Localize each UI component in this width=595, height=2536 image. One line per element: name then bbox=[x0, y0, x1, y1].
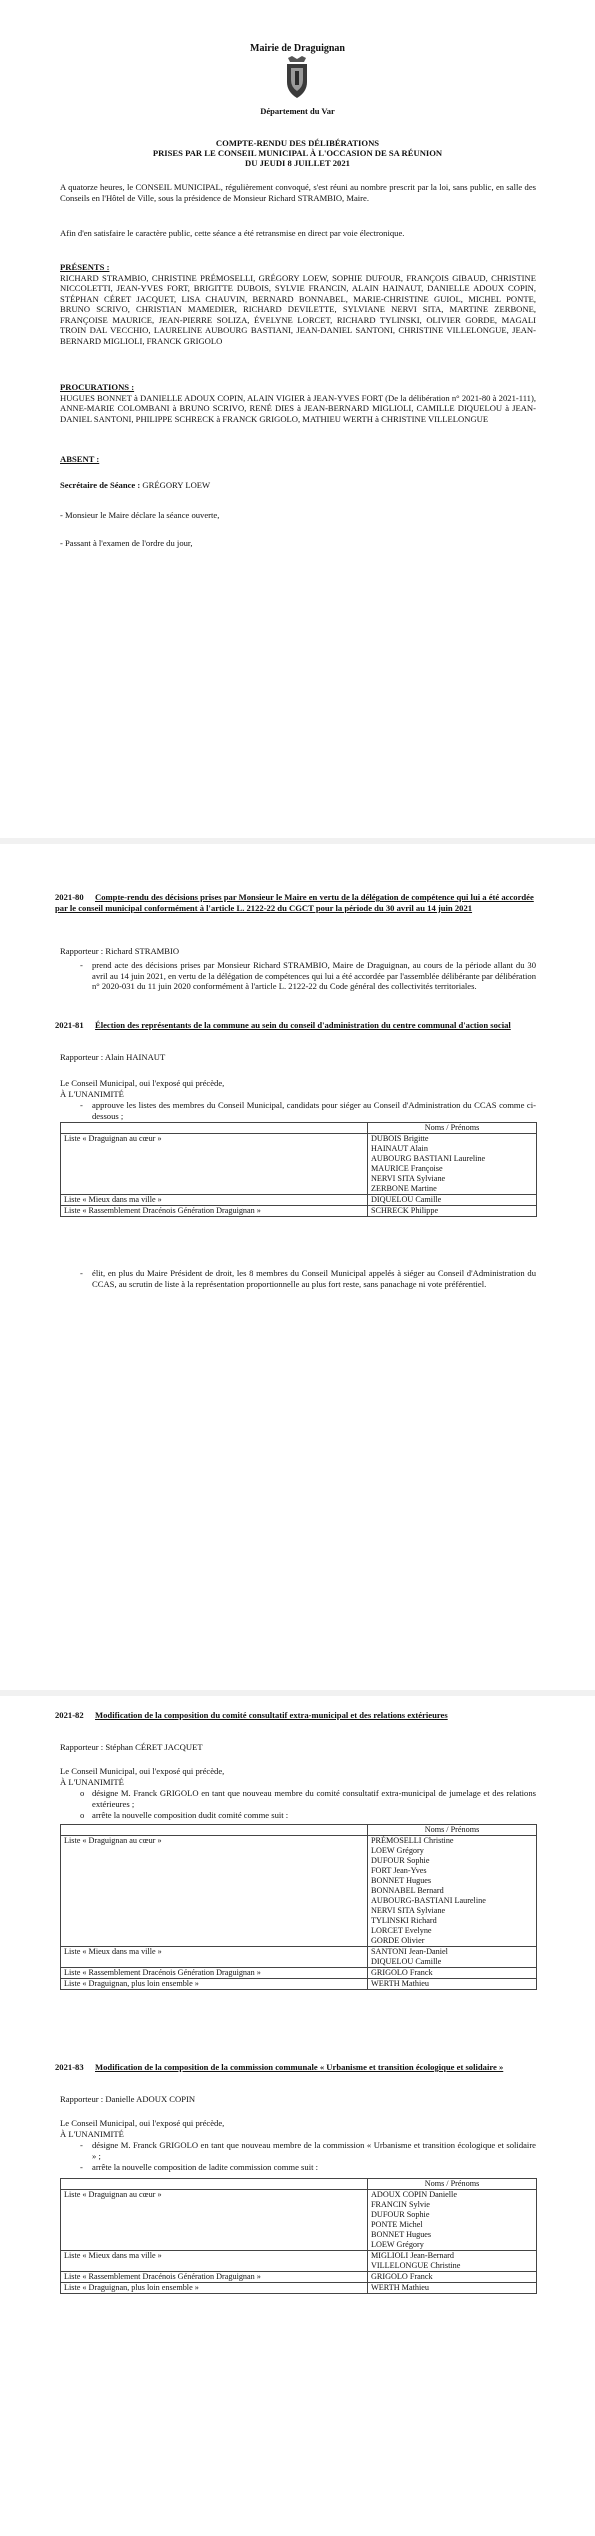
ccas-members-table bbox=[60, 1122, 537, 1217]
table-row: Liste « Draguignan, plus loin ensemble » WERTH Mathieu bbox=[61, 1979, 537, 1990]
absent-label: ABSENT : bbox=[60, 454, 100, 464]
table-header: Noms / Prénoms bbox=[368, 1825, 537, 1836]
table-row: Liste « Rassemblement Dracénois Génération Draguignan » SCHRECK Philippe bbox=[61, 1206, 537, 1217]
approval-text-2021-81: - approuve les listes des membres du Conseil Municipal, candidats pour siéger au Conseil d'Administration du CCAS comme ci-dessous ; bbox=[80, 1100, 536, 1121]
deliberation-2021-81-heading: 2021-81 Élection des représentants de la commune au sein du conseil d'administration du centre communal d'action social bbox=[55, 1020, 511, 1030]
agenda-line: - Passant à l'examen de l'ordre du jour, bbox=[60, 538, 193, 548]
rapporteur-2021-80: Rapporteur : Richard STRAMBIO bbox=[60, 946, 180, 956]
table-row: Liste « Rassemblement Dracénois Génération Draguignan » GRIGOLO Franck bbox=[61, 1968, 537, 1979]
rapporteur-2021-83: Rapporteur : Danielle ADOUX COPIN bbox=[60, 2094, 196, 2104]
page-3 bbox=[0, 1700, 595, 2536]
table-row: Liste « Draguignan au cœur » DUBOIS Brigitte HAINAUT Alain AUBOURG BASTIANI Laureline MAURICE Françoise NERVI SITA Sylviane ZERBONE Martine bbox=[61, 1134, 537, 1195]
rapporteur-2021-82: Rapporteur : Stéphan CÉRET JACQUET bbox=[60, 1742, 203, 1752]
decision-text-2021-80: - prend acte des décisions prises par Monsieur Richard STRAMBIO, Maire de Draguignan, au cours de la période allant du 30 avril au 14 juin 2021, en vertu de la délégation de compétences qui lui a été accordée par l'assemblée délibérante par délibération n° 2020-031 du 11 juin 2020 conformément à l'article L. 2122-22 du Code général des collectivités territoriales. bbox=[80, 960, 536, 991]
table-row: Liste « Draguignan au cœur » PRÉMOSELLI Christine LOEW Grégory DUFOUR Sophie FORT Jean-Yves BONNET Hugues BONNABEL Bernard AUBOURG-BASTIANI Laureline NERVI SITA Sylviane TYLINSKI Richard LORCET Evelyne GORDE Olivier bbox=[61, 1836, 537, 1947]
table-row: Liste « Rassemblement Dracénois Génération Draguignan » GRIGOLO Franck bbox=[61, 2272, 537, 2283]
council-statement-2021-83: Le Conseil Municipal, oui l'exposé qui précède, À L'UNANIMITÉ bbox=[60, 2118, 225, 2139]
procurations-block: PROCURATIONS : HUGUES BONNET à DANIELLE ADOUX COPIN, ALAIN VIGIER à JEAN-YVES FORT (De la délibération n° 2021-80 à 2021-111), ANNE-MARIE COLOMBANI à BRUNO SCRIVO, RENÉ DIES à JEAN-BERNARD MIGLIOLI, CAMILLE DIQUELOU à JEAN-DANIEL SANTONI, PHILIPPE SCHRECK à FRANCK GRIGOLO, MATHIEU WERTH à CHRISTINE VILLELONGUE bbox=[60, 382, 536, 424]
secretaire-line: Secrétaire de Séance : GRÉGORY LOEW bbox=[60, 480, 211, 490]
table-row: Liste « Draguignan, plus loin ensemble » WERTH Mathieu bbox=[61, 2283, 537, 2294]
table-row: Liste « Mieux dans ma ville » MIGLIOLI Jean-Bernard VILLELONGUE Christine bbox=[61, 2251, 537, 2272]
comite-members-table bbox=[60, 1824, 537, 1990]
composition-text-2021-82: o arrête la nouvelle composition dudit comité comme suit : bbox=[80, 1810, 289, 1820]
page-separator bbox=[0, 1690, 595, 1696]
table-header-row bbox=[61, 1123, 537, 1134]
table-header-row bbox=[61, 1825, 537, 1836]
commission-members-table bbox=[60, 2178, 537, 2294]
deliberation-2021-82-heading: 2021-82 Modification de la composition du comité consultatif extra-municipal et des relations extérieures bbox=[55, 1710, 448, 1720]
broadcast-paragraph: Afin d'en satisfaire le caractère public, cette séance a été retransmise en direct par voie électronique. bbox=[60, 228, 405, 238]
table-row: Liste « Draguignan au cœur » ADOUX COPIN Danielle FRANCIN Sylvie DUFOUR Sophie PONTE Michel BONNET Hugues LOEW Grégory bbox=[61, 2190, 537, 2251]
designation-text-2021-83: - désigne M. Franck GRIGOLO en tant que nouveau membre de la commission « Urbanisme et transition écologique et solidaire » ; bbox=[80, 2140, 536, 2161]
coat-of-arms-icon bbox=[284, 56, 310, 100]
mairie-heading: Mairie de Draguignan bbox=[250, 43, 345, 54]
page-2 bbox=[0, 890, 595, 1720]
table-header-row bbox=[61, 2179, 537, 2190]
table-header: Noms / Prénoms bbox=[368, 1123, 537, 1134]
departement-heading: Département du Var bbox=[260, 106, 335, 116]
deliberation-2021-80-heading: 2021-80 Compte-rendu des décisions prises par Monsieur le Maire en vertu de la délégation de compétence qui lui a été accordée par le conseil municipal conformément à l'article L. 2122-22 du CGCT pour la période du 30 avril au 14 juin 2021 bbox=[55, 892, 534, 913]
council-statement-2021-82: Le Conseil Municipal, oui l'exposé qui précède, À L'UNANIMITÉ bbox=[60, 1766, 225, 1787]
council-statement-2021-81: Le Conseil Municipal, oui l'exposé qui précède, À L'UNANIMITÉ bbox=[60, 1078, 225, 1099]
opening-line: - Monsieur le Maire déclare la séance ouverte, bbox=[60, 510, 220, 520]
deliberation-2021-83-heading: 2021-83 Modification de la composition de la commission communale « Urbanisme et transition écologique et solidaire » bbox=[55, 2062, 504, 2072]
table-row: Liste « Mieux dans ma ville » SANTONI Jean-Daniel DIQUELOU Camille bbox=[61, 1947, 537, 1968]
table-header: Noms / Prénoms bbox=[368, 2179, 537, 2190]
designation-text-2021-82: o désigne M. Franck GRIGOLO en tant que nouveau membre du comité consultatif extra-municipal de jumelage et des relations extérieures ; bbox=[80, 1788, 536, 1809]
page-separator bbox=[0, 838, 595, 844]
page-1 bbox=[0, 0, 595, 830]
intro-paragraph: A quatorze heures, le CONSEIL MUNICIPAL, régulièrement convoqué, s'est réuni au nombre prescrit par la loi, sans public, en salle des Conseils en l'Hôtel de Ville, sous la présidence de Monsieur Richard STRAMBIO, Maire. bbox=[60, 182, 536, 203]
table-row: Liste « Mieux dans ma ville » DIQUELOU Camille bbox=[61, 1195, 537, 1206]
election-text-2021-81: - élit, en plus du Maire Président de droit, les 8 membres du Conseil Municipal appelés à siéger au Conseil d'Administration du CCAS, au scrutin de liste à la représentation proportionnelle au plus fort reste, sans panachage ni vote préférentiel. bbox=[80, 1268, 536, 1289]
rapporteur-2021-81: Rapporteur : Alain HAINAUT bbox=[60, 1052, 166, 1062]
composition-text-2021-83: - arrête la nouvelle composition de ladite commission comme suit : bbox=[80, 2162, 319, 2172]
document-title: COMPTE-RENDU DES DÉLIBÉRATIONS PRISES PAR LE CONSEIL MUNICIPAL À L'OCCASION DE SA RÉUNION DU JEUDI 8 JUILLET 2021 bbox=[152, 138, 443, 168]
presents-block: PRÉSENTS : RICHARD STRAMBIO, CHRISTINE PRÉMOSELLI, GRÉGORY LOEW, SOPHIE DUFOUR, FRANÇOIS GIBAUD, CHRISTINE NICCOLETTI, JEAN-YVES FORT, BRIGITTE DUBOIS, SYLVIE FRANCIN, ALAIN HAINAUT, DANIELLE ADOUX COPIN, STÉPHAN CÉRET JACQUET, LISA CHAUVIN, BERNARD BONNABEL, MARIE-CHRISTINE GUIOL, MICHEL PONTE, BRUNO SCRIVO, CHRISTIAN MAMEDIER, RICHARD DEVILETTE, SYLVIANE NERVI SITA, MARTINE ZERBONE, FRANÇOISE MAURICE, JEAN-PIERRE SOLIZA, ÉVELYNE LORCET, RICHARD TYLINSKI, OLIVIER GORDE, MAGALI TROIN DAL VECCHIO, LAURELINE AUBOURG BASTIANI, JEAN-DANIEL SANTONI, CHRISTINE VILLELONGUE, JEAN-BERNARD MIGLIOLI, FRANCK GRIGOLO bbox=[60, 262, 536, 346]
